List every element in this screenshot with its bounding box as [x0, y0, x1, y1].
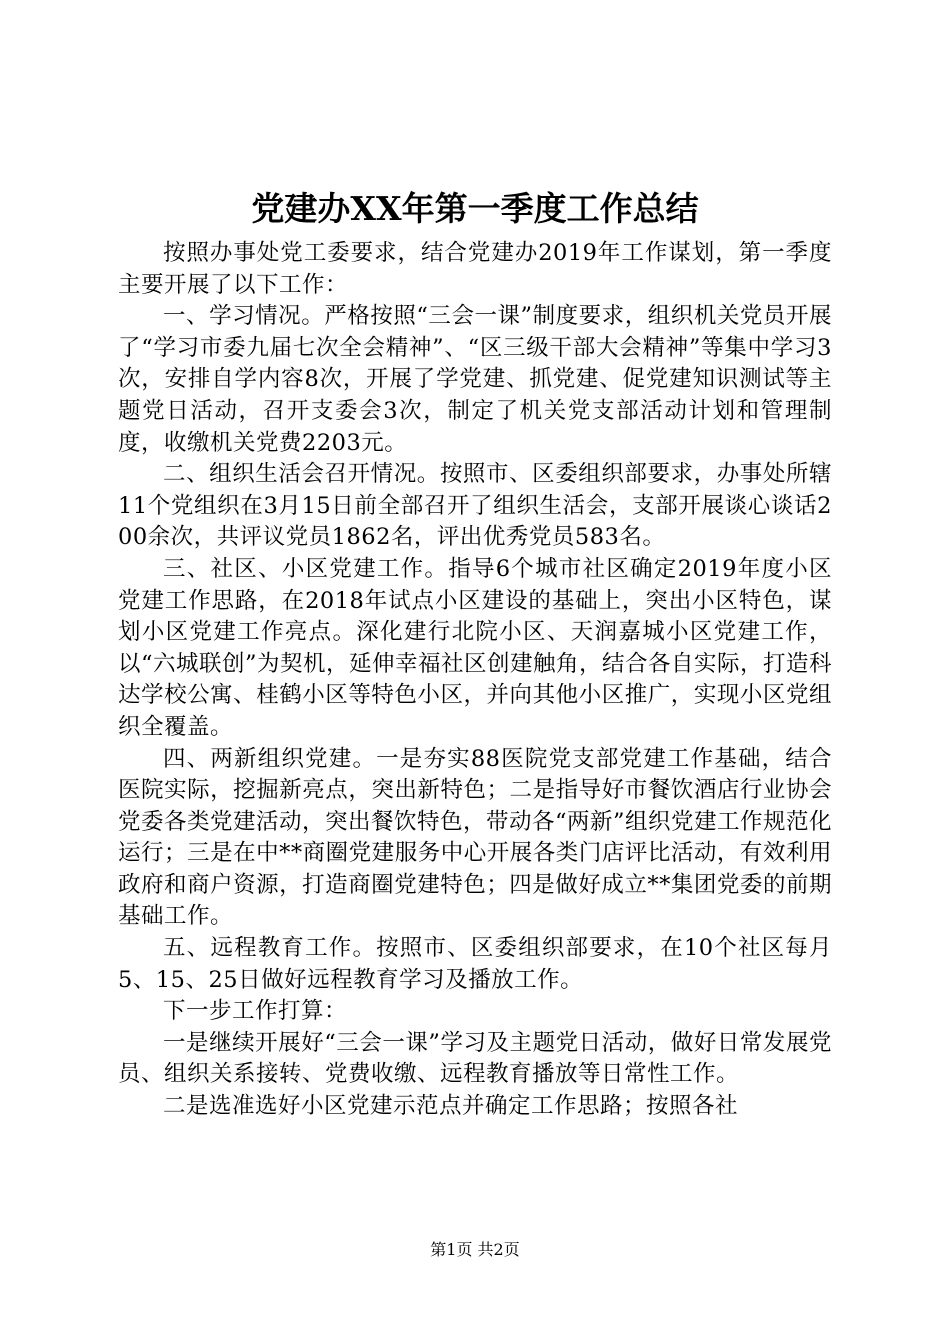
paragraph-next-step-two: 二是选准选好小区党建示范点并确定工作思路；按照各社: [163, 1093, 739, 1120]
document-body: [118, 238, 832, 1123]
page-number-footer: 第1页 共2页: [430, 1240, 520, 1259]
paragraph-intro: 按照办事处党工委要求，结合党建办2019年工作谋划，第一季度主要开展了以下工作：: [118, 240, 832, 298]
paragraph-remote-education: 五、远程教育工作。按照市、区委组织部要求，在10个社区每月5、15、25日做好远程教育学习及播放工作。: [118, 935, 832, 993]
paragraph-next-step-one: 一是继续开展好“三会一课”学习及主题党日活动，做好日常发展党员、组织关系接转、党费收缴、远程教育播放等日常性工作。: [118, 1029, 832, 1088]
paragraph-study: 一、学习情况。严格按照“三会一课”制度要求，组织机关党员开展了“学习市委九届七次全会精神”、“区三级干部大会精神”等集中学习3次，安排自学内容8次，开展了学党建、抓党建、促党建知识测试等主题党日活动，召开支委会3次，制定了机关党支部活动计划和管理制度，收缴机关党费2203元。: [118, 303, 832, 456]
paragraph-organization-life: 二、组织生活会召开情况。按照市、区委组织部要求，办事处所辖11个党组织在3月15日前全部召开了组织生活会，支部开展谈心谈话200余次，共评议党员1862名，评出优秀党员583名。: [118, 461, 832, 551]
paragraph-next-steps-heading: 下一步工作打算：: [163, 998, 348, 1025]
paragraph-community-party-building: 三、社区、小区党建工作。指导6个城市社区确定2019年度小区党建工作思路，在2018年试点小区建设的基础上，突出小区特色，谋划小区党建工作亮点。深化建行北院小区、天润嘉城小区党建工作，以“六城联创”为契机，延伸幸福社区创建触角，结合各自实际，打造科达学校公寓、桂鹤小区等特色小区，并向其他小区推广，实现小区党组织全覆盖。: [118, 555, 833, 740]
paragraph-two-new-organizations: 四、两新组织党建。一是夯实88医院党支部党建工作基础，结合医院实际，挖掘新亮点，突出新特色；二是指导好市餐饮酒店行业协会党委各类党建活动，突出餐饮特色，带动各“两新”组织党建工作规范化运行；三是在中**商圈党建服务中心开展各类门店评比活动，有效利用政府和商户资源，打造商圈党建特色；四是做好成立**集团党委的前期基础工作。: [118, 745, 833, 930]
page-title: 党建办XX年第一季度工作总结: [251, 189, 699, 228]
